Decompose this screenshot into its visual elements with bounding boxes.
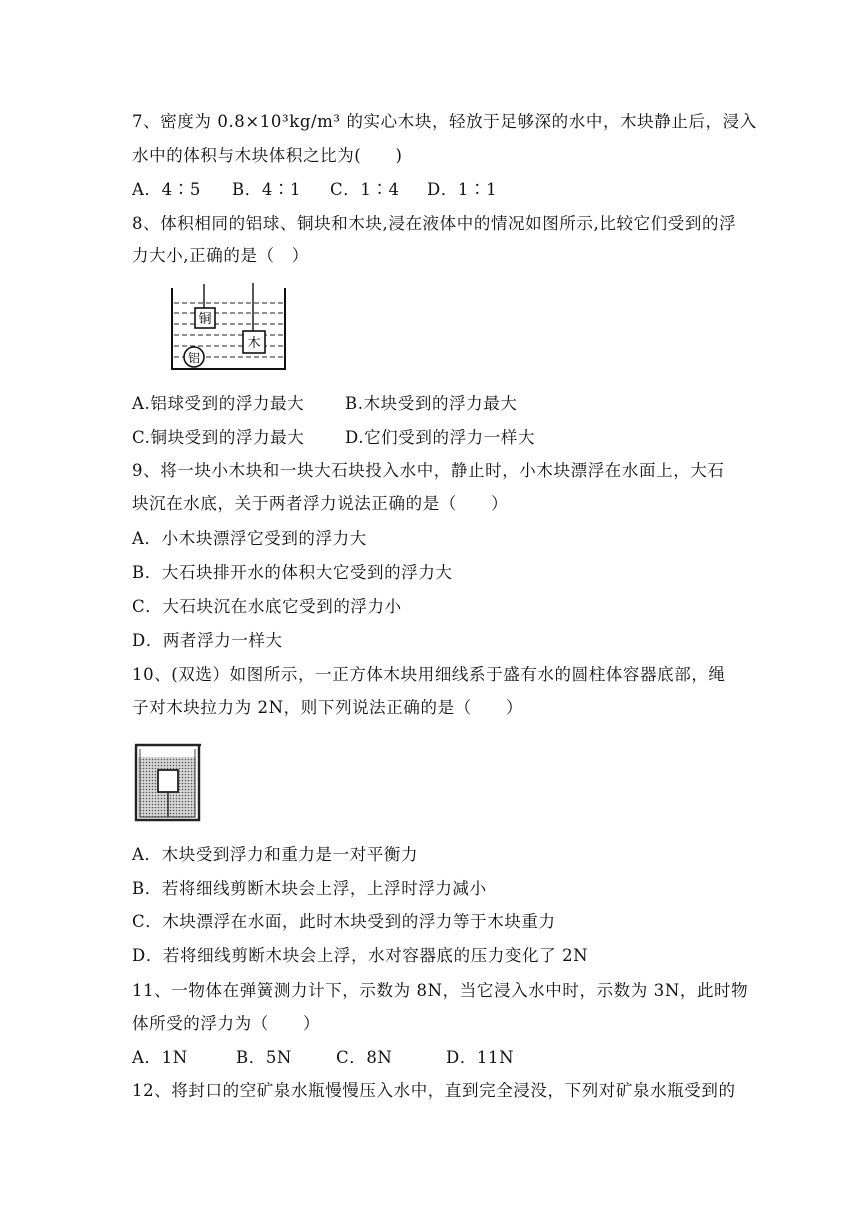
q7-option-c: C．1∶4 — [330, 180, 400, 199]
q10-option-d: D．若将细线剪断木块会上浮，水对容器底的压力变化了 2N — [132, 946, 589, 965]
aluminum-label: 铝 — [187, 351, 201, 365]
q11-option-c: C．8N — [336, 1048, 393, 1067]
q7-stem-line1: 7、密度为 0.8×10³kg/m³ 的实心木块，轻放于足够深的水中，木块静止后，浸入 — [132, 112, 757, 131]
q11-option-d: D．11N — [446, 1048, 515, 1067]
q11-option-b: B．5N — [236, 1048, 292, 1067]
q7-options — [132, 179, 497, 201]
q10-stem-line2: 子对木块拉力为 2N，则下列说法正确的是（ ） — [132, 698, 524, 717]
q7-option-b: B．4∶1 — [232, 180, 302, 199]
q9-stem-line2: 块沉在水底，关于两者浮力说法正确的是（ ） — [132, 494, 509, 513]
q8-option-d: D.它们受到的浮力一样大 — [345, 428, 536, 447]
q7-stem-line2: 水中的体积与木块体积之比为( ) — [132, 146, 403, 165]
copper-label: 铜 — [198, 312, 212, 327]
q11-options — [132, 1047, 514, 1069]
wood-cube — [158, 770, 178, 792]
q11-stem-line1: 11、一物体在弹簧测力计下，示数为 8N，当它浸入水中时，示数为 3N，此时物 — [132, 981, 749, 1000]
q8-option-b: B.木块受到的浮力最大 — [345, 394, 518, 413]
q9-option-b: B．大石块排开水的体积大它受到的浮力大 — [132, 563, 453, 582]
q8-stem-line2: 力大小,正确的是（ ） — [132, 246, 309, 265]
q10-stem-line1: 10、(双选）如图所示，一正方体木块用细线系于盛有水的圆柱体容器底部，绳 — [132, 665, 726, 684]
q9-stem-line1: 9、将一块小木块和一块大石块投入水中，静止时，小木块漂浮在水面上，大石 — [132, 461, 725, 480]
q11-stem-line2: 体所受的浮力为（ ） — [132, 1014, 321, 1033]
q8-option-a: A.铝球受到的浮力最大 — [132, 394, 305, 413]
q9-option-a: A．小木块漂浮它受到的浮力大 — [132, 529, 367, 548]
q9-option-c: C．大石块沉在水底它受到的浮力小 — [132, 597, 402, 616]
q11-option-a: A．1N — [132, 1048, 188, 1067]
q12-stem-line1: 12、将封口的空矿泉水瓶慢慢压入水中，直到完全浸没，下列对矿泉水瓶受到的 — [132, 1081, 736, 1100]
wood-label: 木 — [247, 336, 261, 351]
q10-option-b: B．若将细线剪断木块会上浮，上浮时浮力减小 — [132, 879, 487, 898]
q8-option-c: C.铜块受到的浮力最大 — [132, 428, 305, 447]
q7-option-d: D．1∶1 — [427, 180, 498, 199]
q7-option-a: A．4∶5 — [132, 180, 201, 199]
q10-option-c: C．木块漂浮在水面，此时木块受到的浮力等于木块重力 — [132, 912, 556, 931]
q9-option-d: D．两者浮力一样大 — [132, 631, 283, 650]
q10-figure-beaker — [133, 743, 205, 823]
q10-option-a: A．木块受到浮力和重力是一对平衡力 — [132, 845, 419, 864]
q8-figure-liquid-container — [167, 283, 291, 373]
q8-stem-line1: 8、体积相同的铝球、铜块和木块,浸在液体中的情况如图所示,比较它们受到的浮 — [132, 214, 737, 233]
